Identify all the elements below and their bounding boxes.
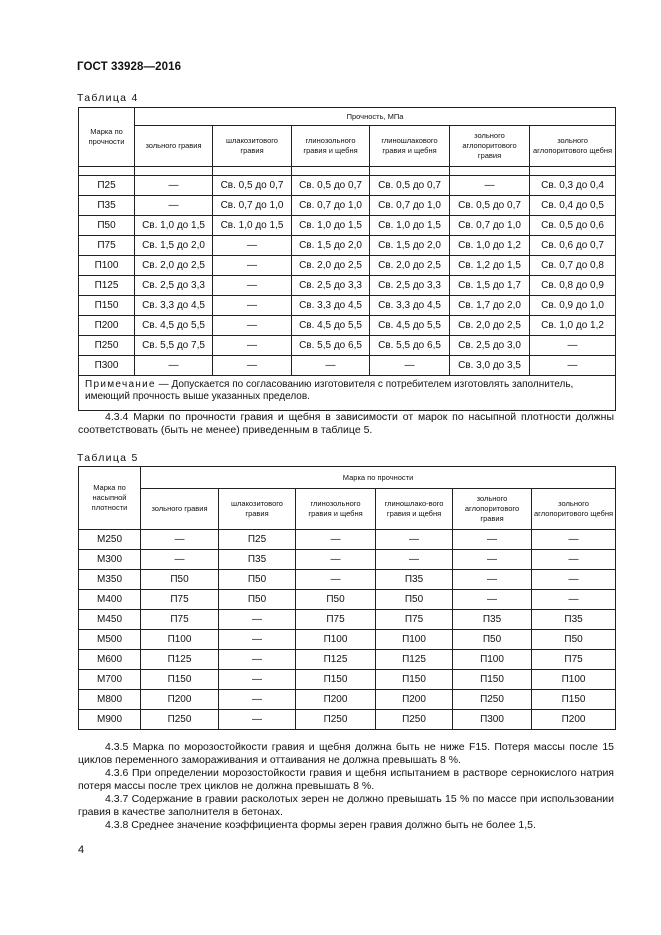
table4-row [79, 216, 616, 236]
table5-cell: П150 [141, 670, 219, 690]
table4-row [79, 336, 616, 356]
table4-cell: Св. 3,3 до 4,5 [292, 296, 370, 316]
table4-cell: Св. 2,5 до 3,3 [370, 276, 450, 296]
table4-row [79, 196, 616, 216]
table4-brand-header: Марка по прочности [79, 108, 135, 167]
table4-note-text: — Допускается по согласованию изготовителя с потребителем изготовлять заполнитель, имеющий прочность выше указанных пределов. [85, 379, 574, 402]
table4-row [79, 296, 616, 316]
table5-row-brand: М250 [79, 530, 141, 550]
table5-cell: П100 [141, 630, 219, 650]
table5-cell: П50 [219, 590, 296, 610]
table4-row-brand: П35 [79, 196, 135, 216]
page-number: 4 [78, 844, 85, 856]
table5-column-header: глинозольного гравия и щебня [296, 489, 376, 530]
table5-row [79, 630, 616, 650]
table4-cell: Св. 2,5 до 3,0 [450, 336, 530, 356]
table5-cell: П75 [376, 610, 453, 630]
table5-cell: — [219, 630, 296, 650]
table5-cell: — [219, 650, 296, 670]
table5-cell: П200 [376, 690, 453, 710]
table5-cell: П200 [141, 690, 219, 710]
table5-cell: П150 [532, 690, 616, 710]
table4-row-brand: П150 [79, 296, 135, 316]
table5-cell: — [376, 550, 453, 570]
table5-cell: П35 [453, 610, 532, 630]
table5-cell: П35 [219, 550, 296, 570]
table5-row-brand: М500 [79, 630, 141, 650]
table4-cell: — [135, 196, 213, 216]
table5-cell: П25 [219, 530, 296, 550]
table4-caption: Таблица 4 [77, 92, 139, 104]
table5-cell: П250 [376, 710, 453, 730]
table5-cell: — [219, 670, 296, 690]
table5-cell: — [219, 690, 296, 710]
table5-cell: — [219, 710, 296, 730]
table5-cell: П100 [453, 650, 532, 670]
table4-cell: — [213, 276, 292, 296]
table5-cell: — [219, 610, 296, 630]
table4-cell: Св. 0,6 до 0,7 [530, 236, 616, 256]
table4-cell: — [213, 356, 292, 376]
table4-cell: Св. 2,0 до 2,5 [135, 256, 213, 276]
table4-cell: Св. 0,5 до 0,7 [213, 176, 292, 196]
table5-row [79, 610, 616, 630]
table4-cell: — [213, 296, 292, 316]
table4-cell: Св. 1,5 до 2,0 [370, 236, 450, 256]
paragraph-4-3-6: 4.3.6 При определении морозостойкости гравия и щебня испытанием в растворе сернокислого натрия потеря массы после трех циклов не должна превышать 8 %. [78, 767, 614, 792]
table4-cell: Св. 3,3 до 4,5 [135, 296, 213, 316]
table4-row-brand: П125 [79, 276, 135, 296]
table4-note [79, 376, 616, 411]
table4-cell: Св. 0,5 до 0,6 [530, 216, 616, 236]
table5-cell: — [532, 590, 616, 610]
table4-cell: — [530, 356, 616, 376]
table5-cell: — [296, 530, 376, 550]
table4-row-brand: П100 [79, 256, 135, 276]
table4-cell: Св. 5,5 до 6,5 [370, 336, 450, 356]
table4-row-brand: П25 [79, 176, 135, 196]
table5-cell: — [296, 570, 376, 590]
table5-cell: П150 [376, 670, 453, 690]
table5-cell: П150 [296, 670, 376, 690]
paragraph-4-3-7: 4.3.7 Содержание в гравии расколотых зерен не должно превышать 15 % по массе при использовании гравия в качестве заполнителя в бетонах. [78, 793, 614, 818]
table4-cell: Св. 2,5 до 3,3 [135, 276, 213, 296]
table4-column-header: зольного аглопоритового гравия [450, 126, 530, 167]
table4-strength-header: Прочность, МПа [135, 108, 616, 126]
table4-cell: Св. 1,0 до 1,5 [292, 216, 370, 236]
table5-cell: — [532, 570, 616, 590]
table5-row-brand: М800 [79, 690, 141, 710]
table5-cell: — [453, 590, 532, 610]
table5-row [79, 670, 616, 690]
table5-row [79, 570, 616, 590]
table5-row [79, 690, 616, 710]
table5-column-header: зольного аглопоритового щебня [532, 489, 616, 530]
table4-row-brand: П300 [79, 356, 135, 376]
table4-cell: Св. 3,0 до 3,5 [450, 356, 530, 376]
table5-cell: П75 [141, 590, 219, 610]
table5-strength-header: Марка по прочности [141, 467, 616, 489]
table4-cell: — [135, 176, 213, 196]
table4-note-label: Примечание [85, 379, 156, 390]
table5-row-brand: М900 [79, 710, 141, 730]
table5-cell: П35 [532, 610, 616, 630]
table5-cell: П75 [141, 610, 219, 630]
paragraph-4-3-5: 4.3.5 Марка по морозостойкости гравия и щебня должна быть не ниже F15. Потеря массы после 15 циклов переменного замораживания и оттаивания не должна превышать 8 %. [78, 741, 614, 766]
table4-cell: Св. 0,8 до 0,9 [530, 276, 616, 296]
table5-cell: П250 [141, 710, 219, 730]
table4-row [79, 276, 616, 296]
table5-cell: П200 [296, 690, 376, 710]
table4-row [79, 356, 616, 376]
table4-cell: Св. 3,3 до 4,5 [370, 296, 450, 316]
table5-cell: — [141, 550, 219, 570]
table5-cell: — [141, 530, 219, 550]
table5-cell: П50 [453, 630, 532, 650]
table4-row [79, 236, 616, 256]
table5-cell: П200 [532, 710, 616, 730]
table5-cell: П35 [376, 570, 453, 590]
table4-cell: — [213, 236, 292, 256]
table5-row-brand: М350 [79, 570, 141, 590]
table4-cell: Св. 1,0 до 1,2 [450, 236, 530, 256]
table5-cell: П250 [453, 690, 532, 710]
table5-row-brand: М450 [79, 610, 141, 630]
table4-cell: — [213, 256, 292, 276]
table4-cell: Св. 1,0 до 1,5 [135, 216, 213, 236]
table4-row-brand: П200 [79, 316, 135, 336]
table4-column-header: зольного аглопоритового щебня [530, 126, 616, 167]
table5-column-header: зольного гравия [141, 489, 219, 530]
table5-cell: — [376, 530, 453, 550]
table4-row [79, 256, 616, 276]
table5-cell: — [532, 530, 616, 550]
table4-cell: Св. 4,5 до 5,5 [292, 316, 370, 336]
table4-cell: Св. 0,5 до 0,7 [450, 196, 530, 216]
table5-cell: — [532, 550, 616, 570]
table4-cell: Св. 4,5 до 5,5 [135, 316, 213, 336]
table5-cell: П50 [141, 570, 219, 590]
table4 [78, 107, 616, 411]
table5-brand-header: Марка по насыпной плотности [79, 467, 141, 530]
table4-cell: Св. 1,5 до 1,7 [450, 276, 530, 296]
table5 [78, 466, 616, 730]
table5-cell: П50 [532, 630, 616, 650]
table5-cell: П75 [296, 610, 376, 630]
table5-cell: П125 [376, 650, 453, 670]
table5-row [79, 590, 616, 610]
table4-cell: Св. 0,5 до 0,7 [292, 176, 370, 196]
table4-cell: Св. 1,0 до 1,2 [530, 316, 616, 336]
table5-cell: П125 [141, 650, 219, 670]
table4-cell: — [370, 356, 450, 376]
table5-cell: — [296, 550, 376, 570]
table4-cell: Св. 1,7 до 2,0 [450, 296, 530, 316]
table5-row-brand: М700 [79, 670, 141, 690]
table5-row-brand: М600 [79, 650, 141, 670]
table4-cell: Св. 0,9 до 1,0 [530, 296, 616, 316]
table4-column-header: глинозольного гравия и щебня [292, 126, 370, 167]
table4-cell: — [530, 336, 616, 356]
table4-cell: Св. 2,0 до 2,5 [370, 256, 450, 276]
table5-cell: П50 [376, 590, 453, 610]
table4-cell: Св. 5,5 до 7,5 [135, 336, 213, 356]
table4-cell: Св. 1,2 до 1,5 [450, 256, 530, 276]
table4-cell: Св. 0,7 до 1,0 [292, 196, 370, 216]
table4-cell: Св. 1,0 до 1,5 [213, 216, 292, 236]
table4-cell: Св. 1,5 до 2,0 [135, 236, 213, 256]
table4-cell: Св. 1,0 до 1,5 [370, 216, 450, 236]
table5-cell: — [453, 550, 532, 570]
table4-cell: Св. 2,5 до 3,3 [292, 276, 370, 296]
paragraph-4-3-8: 4.3.8 Среднее значение коэффициента формы зерен гравия должно быть не более 1,5. [105, 819, 536, 831]
table5-cell: П100 [296, 630, 376, 650]
table5-cell: П100 [376, 630, 453, 650]
table4-cell: — [213, 316, 292, 336]
table4-cell: Св. 0,4 до 0,5 [530, 196, 616, 216]
table4-cell: Св. 4,5 до 5,5 [370, 316, 450, 336]
table5-column-header: зольного аглопоритового гравия [453, 489, 532, 530]
table5-row [79, 710, 616, 730]
table4-cell: — [450, 176, 530, 196]
table4-cell: Св. 0,5 до 0,7 [370, 176, 450, 196]
table4-cell: Св. 2,0 до 2,5 [450, 316, 530, 336]
table5-caption: Таблица 5 [77, 452, 139, 464]
table5-cell: П75 [532, 650, 616, 670]
table4-column-header: шлакозитового гравия [213, 126, 292, 167]
table5-cell: — [453, 530, 532, 550]
table4-row [79, 176, 616, 196]
table5-cell: П125 [296, 650, 376, 670]
table4-row [79, 316, 616, 336]
table5-body [79, 530, 616, 730]
table5-row [79, 650, 616, 670]
table4-cell: — [213, 336, 292, 356]
paragraph-4-3-4: 4.3.4 Марки по прочности гравия и щебня в зависимости от марок по насыпной плотности должны соответствовать (быть не менее) приведенным в таблице 5. [78, 411, 614, 436]
table5-cell: П150 [453, 670, 532, 690]
table5-row-brand: М400 [79, 590, 141, 610]
table4-cell: — [135, 356, 213, 376]
table4-cell: Св. 1,5 до 2,0 [292, 236, 370, 256]
table4-cell: Св. 0,7 до 1,0 [213, 196, 292, 216]
table4-column-header: зольного гравия [135, 126, 213, 167]
table4-row-brand: П75 [79, 236, 135, 256]
table4-cell: Св. 0,7 до 1,0 [370, 196, 450, 216]
table5-cell: П250 [296, 710, 376, 730]
standard-header: ГОСТ 33928—2016 [77, 61, 182, 73]
table4-cell: Св. 0,7 до 1,0 [450, 216, 530, 236]
table5-cell: П300 [453, 710, 532, 730]
table5-row [79, 530, 616, 550]
table4-cell: — [292, 356, 370, 376]
table5-row [79, 550, 616, 570]
table4-column-header: глиношлакового гравия и щебня [370, 126, 450, 167]
table5-row-brand: М300 [79, 550, 141, 570]
table5-column-header: шлакозитового гравия [219, 489, 296, 530]
table4-row-brand: П50 [79, 216, 135, 236]
table5-column-header: глиношлако-вого гравия и щебня [376, 489, 453, 530]
table4-cell: Св. 0,7 до 0,8 [530, 256, 616, 276]
table5-cell: П50 [219, 570, 296, 590]
table5-cell: П100 [532, 670, 616, 690]
table4-cell: Св. 2,0 до 2,5 [292, 256, 370, 276]
table4-cell: Св. 5,5 до 6,5 [292, 336, 370, 356]
table4-row-brand: П250 [79, 336, 135, 356]
table5-cell: — [453, 570, 532, 590]
table4-cell: Св. 0,3 до 0,4 [530, 176, 616, 196]
table5-cell: П50 [296, 590, 376, 610]
table4-body [79, 176, 616, 376]
